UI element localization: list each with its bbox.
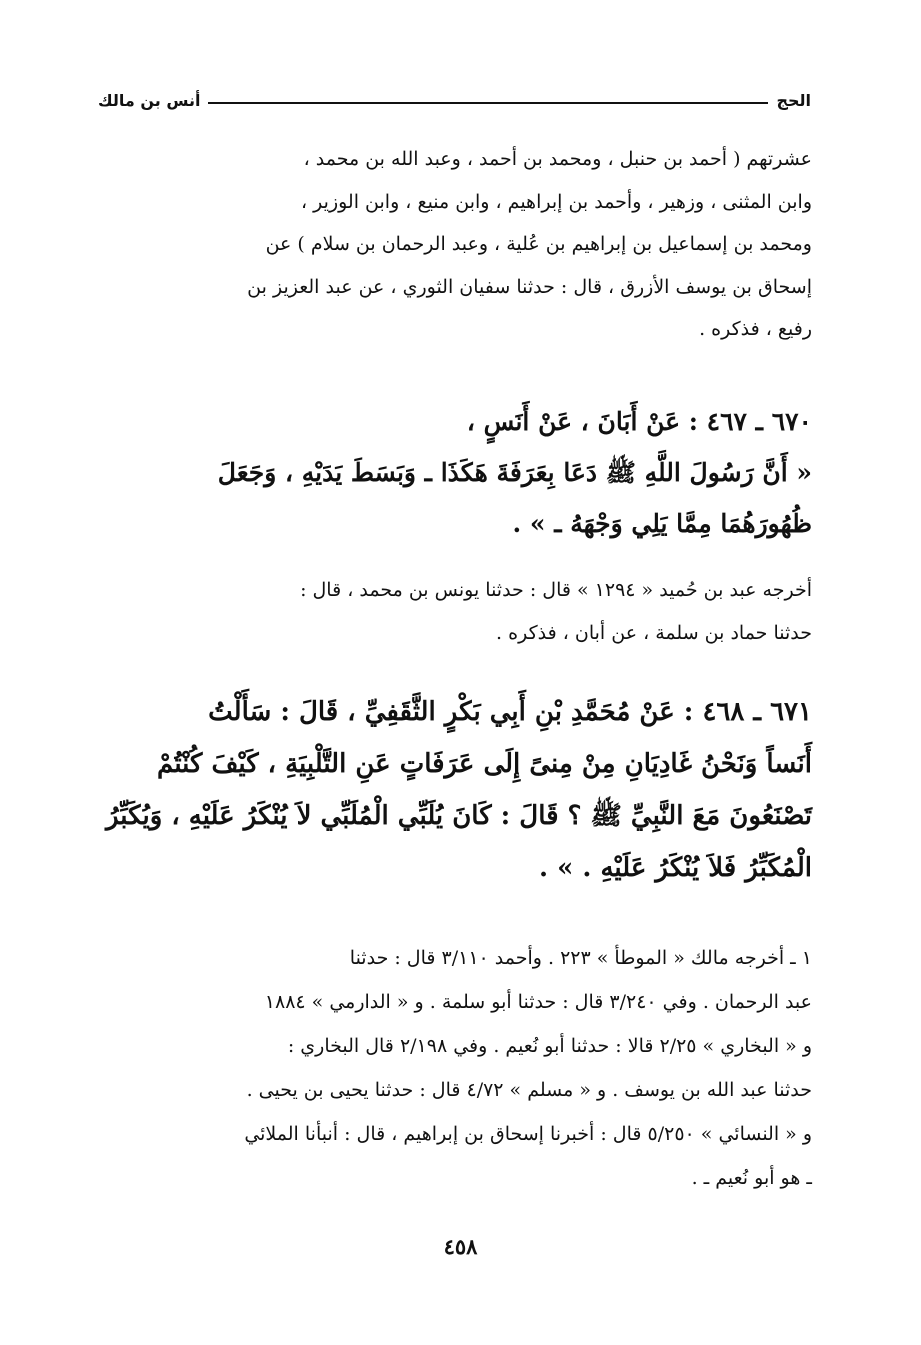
footnote-line: و « النسائي » ٥/٢٥٠ قال : أخبرنا إسحاق بن إبراهيم ، قال : أنبأنا الملائي: [244, 1123, 812, 1145]
hadith-line: أَنَساً وَنَحْنُ غَادِيَانِ مِنْ مِنىً إِلَى عَرَفَاتٍ عَنِ التَّلْبِيَةِ ، كَيْفَ كُنْتُمْ: [157, 749, 812, 779]
text-line: وابن المثنى ، وزهير ، وأحمد بن إبراهيم ، وابن منيع ، وابن الوزير ،: [301, 190, 812, 213]
text-line: عشرتهم ( أحمد بن حنبل ، ومحمد بن أحمد ، وعبد الله بن محمد ،: [303, 148, 812, 170]
hadith-line: تَصْنَعُونَ مَعَ النَّبِيِّ ﷺ ؟ قَالَ : كَانَ يُلَبِّي الْمُلَبِّي لاَ يُنْكَرُ عَلَيْهِ ، وَيُكَبِّرُ: [105, 801, 812, 831]
header-rule: [208, 102, 768, 104]
takhrij-670: [100, 569, 812, 654]
hadith-line: الْمُكَبِّرُ فَلاَ يُنْكَرُ عَلَيْهِ . » .: [538, 853, 812, 883]
hadith-line: « أَنَّ رَسُولَ اللَّهِ ﷺ دَعَا بِعَرَفَةَ هَكَذَا ـ وَبَسَطَ يَدَيْهِ ، وَجَعَلَ: [217, 458, 812, 487]
hadith-671: [100, 686, 812, 894]
footnote-line: و « البخاري » ٢/٢٥ قالا : حدثنا أبو نُعيم . وفي ٢/١٩٨ قال البخاري :: [287, 1035, 812, 1057]
running-header: [98, 82, 811, 110]
footnote-line: ـ هو أبو نُعيم ـ .: [691, 1167, 812, 1189]
text-line: رفيع ، فذكره .: [699, 318, 812, 340]
text-line: ومحمد بن إسماعيل بن إبراهيم بن عُلية ، وعبد الرحمان بن سلام ) عن: [265, 233, 812, 255]
footnote-line: حدثنا عبد الله بن يوسف . و « مسلم » ٤/٧٢ قال : حدثنا يحيى بن يحيى .: [246, 1079, 812, 1101]
hadith-line: ٦٧٠ ـ ٤٦٧ : عَنْ أَبَانَ ، عَنْ أَنَسٍ ،: [466, 407, 812, 436]
header-section: أنس بن مالك: [98, 91, 201, 110]
hadith-line: ظُهُورَهُمَا مِمَّا يَلِي وَجْهَهُ ـ » .: [512, 509, 812, 538]
hadith-670: [100, 396, 812, 549]
paragraph-chain-of-narrators: [100, 138, 812, 351]
text-line: حدثنا حماد بن سلمة ، عن أبان ، فذكره .: [496, 621, 812, 644]
hadith-line: ٦٧١ ـ ٤٦٨ : عَنْ مُحَمَّدِ بْنِ أَبِي بَكْرٍ الثَّقَفِيِّ ، قَالَ : سَأَلْتُ: [208, 697, 812, 727]
header-chapter: الحج: [776, 91, 811, 110]
footnote-671: [100, 936, 812, 1200]
footnote-line: ١ ـ أخرجه مالك « الموطأ » ٢٢٣ . وأحمد ٣/١١٠ قال : حدثنا: [349, 947, 812, 969]
text-line: إسحاق بن يوسف الأزرق ، قال : حدثنا سفيان الثوري ، عن عبد العزيز بن: [247, 275, 812, 298]
text-line: أخرجه عبد بن حُميد « ١٢٩٤ » قال : حدثنا يونس بن محمد ، قال :: [300, 579, 812, 601]
footnote-line: عبد الرحمان . وفي ٣/٢٤٠ قال : حدثنا أبو سلمة . و « الدارمي » ١٨٨٤: [264, 991, 812, 1013]
page-number: ٤٥٨: [443, 1234, 478, 1259]
